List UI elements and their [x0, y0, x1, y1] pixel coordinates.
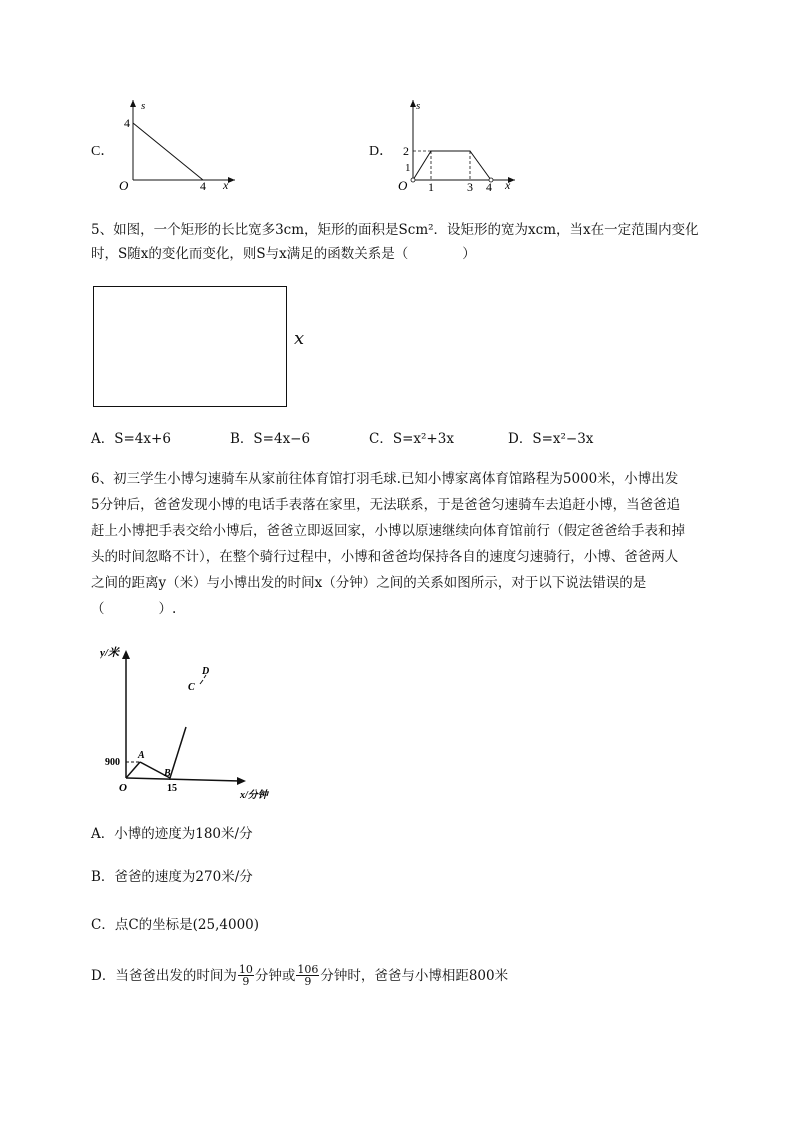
point-b-label: B	[164, 768, 171, 779]
point-a-label: A	[138, 750, 145, 761]
line-segment	[133, 123, 203, 180]
q6-option-d	[91, 964, 508, 987]
fraction-106-9: $\frac{106}{9}$	[297, 963, 319, 988]
x-tick: 15	[167, 783, 177, 794]
option-d-mid: 分钟或	[254, 967, 296, 984]
q6-graph	[100, 640, 290, 805]
q6-line-5: 之间的距离y（米）与小博出发的时间x（分钟）之间的关系如图所示，对于以下说法错误的是	[91, 575, 647, 591]
q6-line-3: 赶上小博把手表交给小博后，爸爸立即返回家，小博以原速继续向体育馆前行（假定爸爸给手表和掉	[91, 523, 685, 539]
y-axis-label: y/米	[100, 647, 119, 659]
y-tick: 4	[124, 116, 130, 130]
segment-b-up	[170, 727, 186, 778]
q5-option-d: D．S=x²−3x	[508, 431, 594, 447]
option-d-suffix: 分钟时，爸爸与小博相距800米	[320, 967, 509, 984]
q5-option-c: C．S=x²+3x	[369, 431, 454, 447]
q6-line-2: 5分钟后，爸爸发现小博的电话手表落在家里，无法联系，于是爸爸匀速骑车去追赶小博，当爸爸追	[91, 497, 681, 513]
segment-oa	[126, 762, 140, 778]
option-c-label: C．	[91, 144, 115, 159]
x-tick: 3	[467, 180, 473, 194]
rectangle-figure	[93, 286, 287, 407]
q5-line-2: 时，S随x的变化而变化，则S与x满足的函数关系是（ ）	[91, 246, 476, 262]
origin-label: O	[119, 782, 127, 794]
x-axis-label: x/分钟	[240, 790, 268, 801]
rectangle-side-label: x	[294, 328, 305, 349]
trapezoid-line	[413, 151, 491, 180]
y-axis-label: s	[416, 100, 421, 112]
x-axis	[126, 778, 240, 781]
open-point	[411, 178, 415, 182]
q6-line-4: 头的时间忽略不计），在整个骑行过程中，小博和爸爸均保持各自的速度匀速骑行，小博、爸爸两人	[91, 549, 679, 565]
point-d-label: D	[202, 666, 210, 677]
segment-cd	[200, 680, 203, 684]
x-axis-label: x	[223, 178, 229, 192]
fraction-10-9: $\frac{10}{9}$	[238, 963, 253, 988]
q6-line-1: 6、初三学生小博匀速骑车从家前往体育馆打羽毛球.已知小博家离体育馆路程为5000米，小博出发	[91, 471, 679, 487]
graph-c	[115, 96, 240, 196]
x-tick: 4	[200, 179, 206, 193]
x-tick: 4	[486, 180, 492, 194]
q6-option-b: B．爸爸的速度为270米/分	[91, 869, 253, 885]
q5-option-a: A．S=4x+6	[91, 431, 171, 447]
q5-line-1: 5、如图，一个矩形的长比宽多3cm，矩形的面积是Scm²．设矩形的宽为xcm，当x在一定范围内变化	[91, 222, 699, 238]
y-tick: 900	[105, 757, 120, 768]
x-axis-label: x	[505, 178, 511, 192]
x-tick: 1	[428, 180, 434, 194]
q5-option-b: B．S=4x−6	[230, 431, 311, 447]
y-tick: 1	[405, 162, 411, 174]
q6-line-6: （ ）.	[91, 601, 177, 617]
origin-label: O	[398, 178, 408, 193]
q6-option-c: C．点C的坐标是(25,4000)	[91, 917, 260, 933]
point-c-label: C	[188, 682, 195, 693]
graph-d	[395, 96, 520, 196]
option-d-prefix: D．当爸爸出发的时间为	[91, 967, 237, 984]
option-d-label: D．	[369, 144, 394, 159]
q6-option-a: A．小博的迹度为180米/分	[91, 826, 253, 842]
origin-label: O	[119, 178, 129, 193]
y-axis-label: s	[141, 100, 146, 112]
y-tick: 2	[403, 144, 409, 158]
